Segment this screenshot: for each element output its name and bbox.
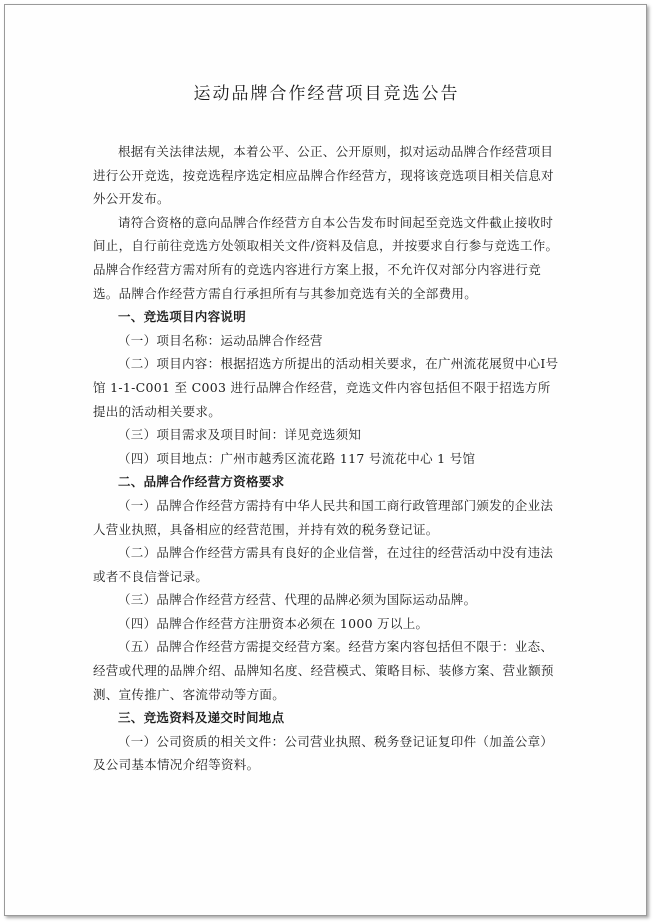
section-item: （四）品牌合作经营方注册资本必须在 1000 万以上。 [118, 615, 429, 631]
section-heading: 三、竞选资料及递交时间地点 [118, 710, 285, 726]
document-page [4, 4, 647, 916]
section-item: （五）品牌合作经营方需提交经营方案。经营方案内容包括但不限于：业态、经营或代理的品牌介绍、品牌知名度、经营模式、策略目标、装修方案、营业额预测、宣传推广、客流带动等方面。 [93, 639, 554, 702]
intro-paragraph: 请符合资格的意向品牌合作经营方自本公告发布时间起至竞选文件截止接收时间止，自行前往竞选方处领取相关文件/资料及信息，并按要求自行参与竞选工作。品牌合作经营方需对所有的竞选内容进行方案上报，不允许仅对部分内容进行竞选。品牌合作经营方需自行承担所有与其参加竞选有关的全部费用。 [93, 214, 559, 301]
intro-paragraph: 根据有关法律法规，本着公平、公正、公开原则，拟对运动品牌合作经营项目进行公开竞选，按竞选程序选定相应品牌合作经营方，现将该竞选项目相关信息对外公开发布。 [93, 144, 554, 207]
section-heading: 一、竞选项目内容说明 [118, 309, 247, 325]
section-item: （二）品牌合作经营方需具有良好的企业信誉，在过往的经营活动中没有违法或者不良信誉记录。 [93, 545, 554, 584]
page-title: 运动品牌合作经营项目竞选公告 [193, 84, 460, 104]
document-body [93, 140, 563, 777]
section-item: （三）品牌合作经营方经营、代理的品牌必须为国际运动品牌。 [118, 592, 477, 608]
section-item: （二）项目内容：根据招选方所提出的活动相关要求，在广州流花展贸中心Ⅰ号馆 1-1-C001 至 C003 进行品牌合作经营，竞选文件内容包括但不限于招选方所提出的活动相关要求。 [93, 356, 559, 419]
section-item: （一）品牌合作经营方需持有中华人民共和国工商行政管理部门颁发的企业法人营业执照，具备相应的经营范围，并持有效的税务登记证。 [93, 497, 554, 537]
section-heading: 二、品牌合作经营方资格要求 [118, 474, 285, 490]
section-item: （三）项目需求及项目时间：详见竞选须知 [118, 427, 362, 443]
section-item: （一）公司资质的相关文件：公司营业执照、税务登记证复印件（加盖公章）及公司基本情况介绍等资料。 [93, 733, 554, 773]
section-item: （一）项目名称：运动品牌合作经营 [118, 332, 323, 348]
section-item: （四）项目地点：广州市越秀区流花路 117 号流花中心 1 号馆 [118, 450, 476, 466]
